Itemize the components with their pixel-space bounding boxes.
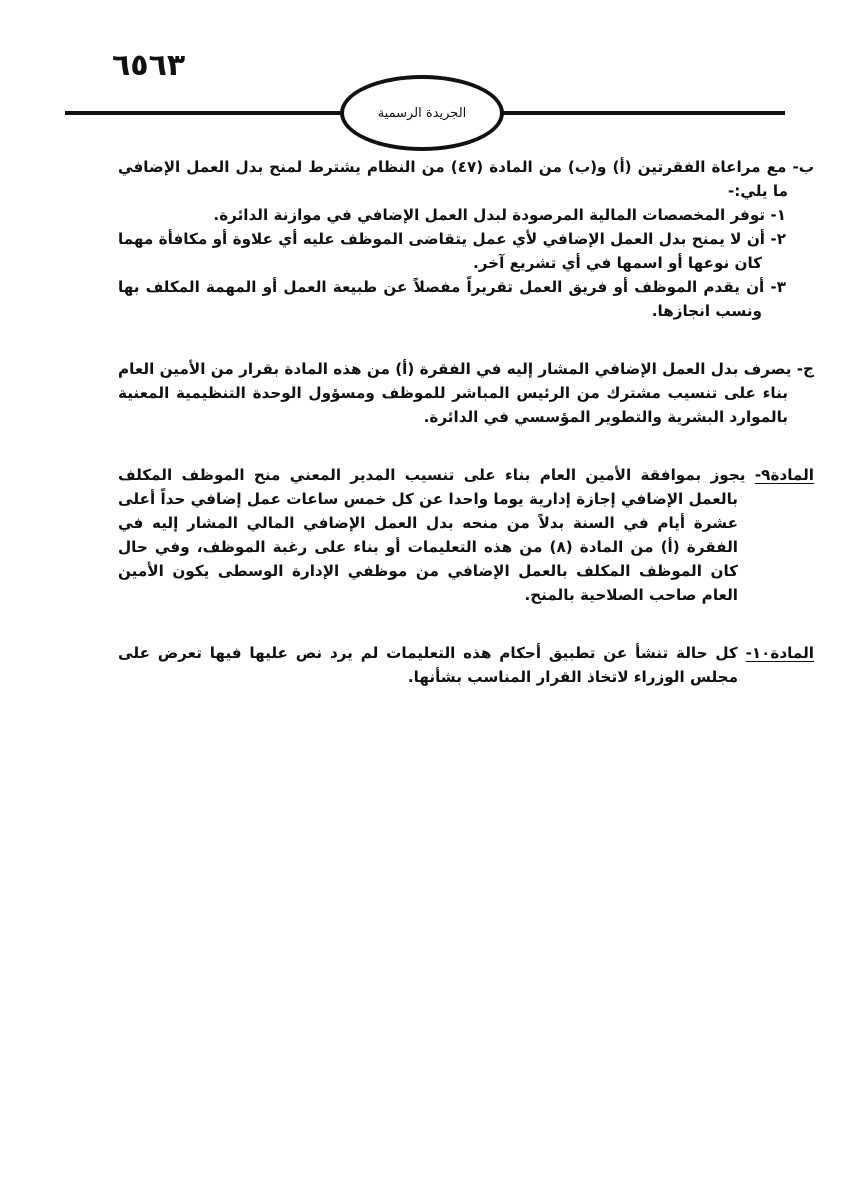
article-9-label: المادة٩- [754,466,814,484]
list-item [118,203,786,227]
section-b [118,155,814,203]
list-item [118,227,786,275]
article-9 [118,463,814,607]
list-item [118,275,786,323]
item-label: ٣- [770,278,786,296]
article-10-text: كل حالة تنشأ عن تطبيق أحكام هذه التعليمات لم يرد نص عليها فيها تعرض على مجلس الوزراء لاتخاذ القرار المناسب بشأنها. [118,644,738,686]
journal-emblem [340,75,504,151]
spacer [118,607,814,641]
spacer [118,323,814,357]
item-text: توفر المخصصات المالية المرصودة لبدل العمل الإضافي في موازنة الدائرة. [213,206,766,224]
item-label: ٢- [770,230,786,248]
section-c-label: ج- [796,360,814,378]
article-10 [118,641,814,689]
spacer [118,429,814,463]
item-text: أن لا يمنح بدل العمل الإضافي لأي عمل يتقاضى الموظف عليه أي علاوة أو مكافأة مهما كان نوعها أو اسمها في أي تشريع آخر. [118,230,766,272]
item-text: أن يقدم الموظف أو فريق العمل تقريراً مفصلاً عن طبيعة العمل أو المهمة المكلف بها ونسب انجازها. [118,278,765,320]
section-b-label: ب- [792,158,815,176]
section-b-intro: مع مراعاة الفقرتين (أ) و(ب) من المادة (٤٧) من النظام يشترط لمنح بدل العمل الإضافي ما يلي:- [118,158,788,200]
section-c [118,357,814,429]
article-10-label: المادة١٠- [745,644,814,662]
page-number: ٦٥٦٣ [112,48,186,83]
section-c-text: يصرف بدل العمل الإضافي المشار إليه في الفقرة (أ) من هذه المادة بقرار من الأمين العام بناء على تنسيب مشترك من الرئيس المباشر للموظف ومسؤول الوحدة التنظيمية المعنية بالموارد البشرية والتطوير المؤسسي في الدائرة. [118,360,792,426]
journal-name: الجريدة الرسمية [377,105,467,121]
section-b-items [118,203,814,323]
document-body [118,155,814,689]
item-label: ١- [770,206,786,224]
article-9-text: يجوز بموافقة الأمين العام بناء على تنسيب المدير المعني منح الموظف المكلف بالعمل الإضافي إجازة إدارية يوما واحدا عن كل خمس ساعات عمل إضافي حداً أعلى عشرة أيام في السنة بدلاً من منحه بدل العمل الإضافي المالي المشار إليه في الفقرة (أ) من المادة (٨) من هذه التعليمات أو بناء على رغبة الموظف، وفي حال كان الموظف المكلف بالعمل الإضافي من موظفي الإدارة الوسطى يكون الأمين العام صاحب الصلاحية بالمنح. [118,466,746,604]
